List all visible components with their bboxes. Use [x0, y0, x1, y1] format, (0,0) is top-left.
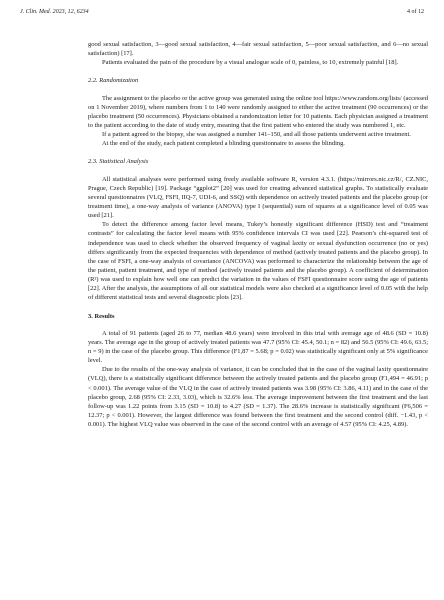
section-heading-results: 3. Results — [88, 312, 115, 320]
paragraph: To detect the difference among factor level means, Tukey’s honestly significant difference (HSD) test and “treatment contrasts” for calculating the factor level means with 95% confidence intervals CI was used [22]. Pearson’s chi-squared test of independence was used to check whether the observed frequency of vaginal laxity or sexual dysfunction occurrence (no or yes) differs significantly from the expected frequencies with dependence of method (actively treated patients and the placebo group). In the case of FSFI, a one-way analysis of covariance (ANCOVA) was performed to characterize the relationship between the age of the patient, patient treatment, and type of method (actively treated patients and the placebo group). A coefficient of determination (R²) was used to explain how well one can predict the variation in the values of FSFI questionnaire score using the age of patients [22]. After the analysis, the assumptions of all our statistical models were also checked at a significance level of 0.05 with the help of different statistical tests and several diagnostic plots [23]. — [88, 221, 428, 302]
section-heading-statistical-analysis: 2.3. Statistical Analysis — [88, 158, 149, 166]
paragraph: If a patient agreed to the biopsy, she was assigned a number 141–150, and all those patients underwent active treatment. — [102, 131, 411, 139]
journal-citation — [20, 9, 89, 15]
paragraph: good sexual satisfaction, 3—good sexual satisfaction, 4—fair sexual satisfaction, 5—poor sexual satisfaction, and 6—no sexual satisfaction) [17]. — [88, 41, 428, 58]
paragraph: At the end of the study, each patient completed a blinding questionnaire to assess the blinding. — [102, 140, 345, 148]
paragraph: All statistical analyses were performed using freely available software R, version 4.3.1. (https://mirrors.nic.cz/R/, CZ.NIC, Prague, Czech Republic) [19]. Package “ggplot2” [20] was used for creating advanced statistical graphs. To statistically evaluate several questionnaires (VLQ, FSFI, IIQ-7, UDI-6, and SSQ) with dependence on actively treated patients and the placebo group (or treatment time), a one-way analysis of variance (ANOVA) type I (sequential) sum of squares at a significance level of 0.05 was used [21]. — [88, 175, 428, 220]
paragraph: Due to the results of the one-way analysis of variance, it can be concluded that in the case of the vaginal laxity questionnaire (VLQ), there is a statistically significant difference between the actively treated patients and the placebo group (F1,494 = 46.91; p < 0.001). The average value of the VLQ in the case of actively treated patients was 3.98 (95% CI: 3.86, 4.11) and in the case of the placebo group, 2.68 (95% CI: 2.33, 3.03), which is 32.6% less. The average improvement between the first treatment and the last follow-up was 1.22 points from 3.15 (SD = 10.8) to 4.27 (SD = 1.37). The 28.6% increase is statistically significant (F6,506 = 12.37; p < 0.001). However, the largest difference was found between the first treatment and the second control (diff. −1.43, p < 0.001). The highest VLQ value was observed in the case of the second control with an average of 4.57 (95% CI: 4.25, 4.89). — [88, 366, 428, 429]
running-header — [20, 6, 424, 20]
page-number: 4 of 12 — [407, 9, 424, 15]
journal-volume: 2023, 12, 6234 — [52, 9, 89, 15]
paragraph: The assignment to the placebo or the active group was generated using the online tool https://www.random.org/lists/ (accessed on 1 November 2019), where numbers from 1 to 140 were randomly assigned to either the active treatment (90 occurrences) or the placebo treatment (50 occurrences). Physicians obtained a randomization letter for 10 patients. Each physician assigned a treatment to the patient according to the date of study entry, meaning that the first patient who entered the study was numbered 1, etc. — [88, 94, 428, 129]
paragraph: A total of 91 patients (aged 26 to 77, median 48.6 years) were involved in this trial with average age of 48.6 (SD = 10.8) years. The average age in the group of actively treated patients was 47.7 (95% CI: 45.4, 50.1; n = 82) and 56.5 (95% CI: 49.6, 63.5; n = 9) in the case of the placebo group. This difference (F1,87 = 5.68; p = 0.02) was statistically significant only at 5% significance level. — [88, 329, 428, 365]
article-body — [88, 40, 428, 429]
paragraph: Patients evaluated the pain of the procedure by a visual analogue scale of 0, painless, to 10, extremely painful [18]. — [102, 59, 399, 67]
journal-name: J. Clin. Med. — [20, 9, 52, 15]
section-heading-randomization: 2.2. Randomization — [88, 77, 139, 85]
